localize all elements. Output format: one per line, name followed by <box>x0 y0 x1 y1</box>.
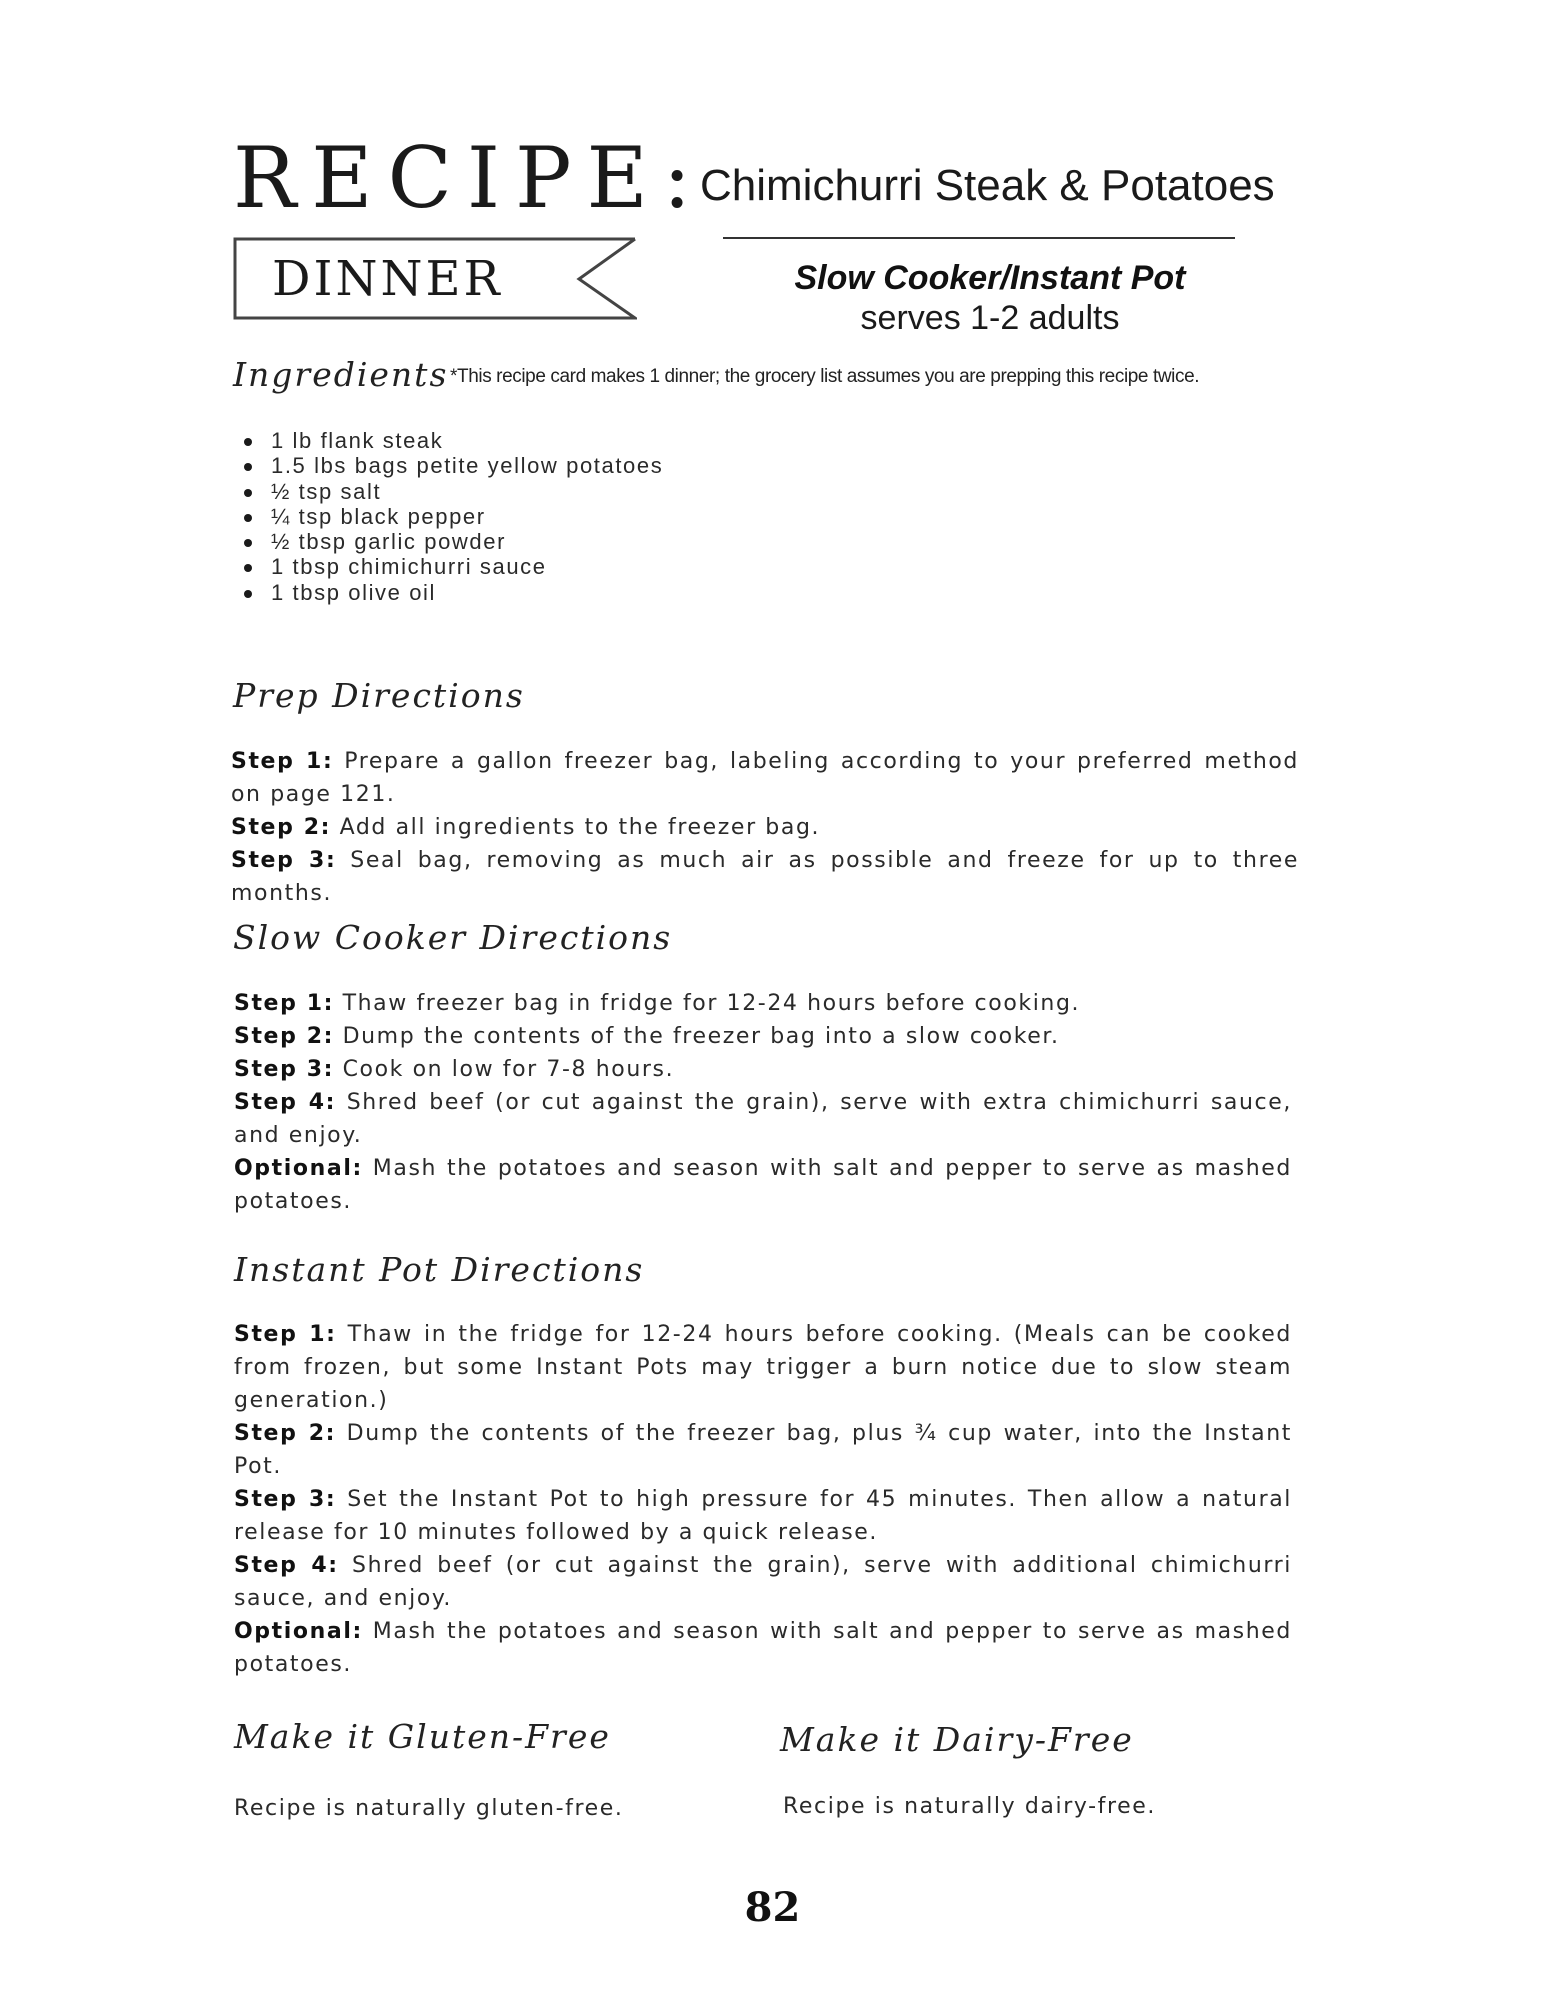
ingredient-text: 1 lb flank steak <box>271 428 444 453</box>
title-divider <box>723 237 1235 239</box>
gluten-free-heading: Make it Gluten-Free <box>234 1717 611 1756</box>
ingredient-item <box>233 504 663 529</box>
step-label: Step 3: <box>231 848 337 873</box>
bullet-icon <box>244 539 252 547</box>
slow-cooker-heading: Slow Cooker Directions <box>233 918 673 957</box>
ingredient-text: 1 tbsp chimichurri sauce <box>271 554 547 580</box>
step-label: Optional: <box>234 1619 363 1644</box>
direction-step <box>234 1417 1292 1483</box>
direction-step <box>231 811 1299 844</box>
bullet-icon <box>244 590 252 598</box>
prep-steps <box>231 745 1299 910</box>
bullet-icon <box>244 438 252 446</box>
ingredient-text: ½ tsp salt <box>271 478 382 504</box>
ingredient-list <box>233 428 663 605</box>
category-label: DINNER <box>272 251 503 307</box>
ingredient-item <box>233 453 663 478</box>
prep-directions-heading: Prep Directions <box>233 676 525 715</box>
ingredient-item <box>233 580 663 605</box>
step-label: Step 1: <box>234 991 334 1016</box>
bullet-icon <box>244 463 252 471</box>
step-label: Step 2: <box>234 1024 334 1049</box>
bullet-icon <box>244 514 252 522</box>
direction-step <box>234 1053 1292 1086</box>
direction-step <box>234 1318 1292 1417</box>
ingredient-item <box>233 529 663 554</box>
ingredients-note: *This recipe card makes 1 dinner; the grocery list assumes you are prepping this recipe twice. <box>450 366 1200 387</box>
page-number: 82 <box>744 1884 801 1931</box>
serving-size: serves 1-2 adults <box>860 299 1120 337</box>
ingredient-text: 1.5 lbs bags petite yellow potatoes <box>271 453 664 479</box>
direction-step <box>234 987 1292 1020</box>
direction-step <box>234 1483 1292 1549</box>
instant-pot-steps <box>234 1318 1292 1681</box>
step-text: Shred beef (or cut against the grain), serve with additional chimichurri sauce, and enjoy. <box>234 1553 1292 1611</box>
ingredient-item <box>233 554 663 579</box>
cooking-method: Slow Cooker/Instant Pot <box>794 259 1186 297</box>
step-label: Step 1: <box>231 749 334 774</box>
step-label: Step 2: <box>231 815 331 840</box>
step-text: Prepare a gallon freezer bag, labeling according to your preferred method on page 121. <box>231 749 1299 807</box>
ingredients-heading: Ingredients <box>233 355 449 394</box>
step-label: Step 3: <box>234 1057 334 1082</box>
step-label: Step 2: <box>234 1421 337 1446</box>
dairy-free-heading: Make it Dairy-Free <box>780 1720 1134 1759</box>
step-label: Step 4: <box>234 1090 337 1115</box>
direction-step <box>234 1549 1292 1615</box>
ingredient-text: ½ tbsp garlic powder <box>271 529 506 555</box>
step-text: Seal bag, removing as much air as possible and freeze for up to three months. <box>231 848 1299 906</box>
step-text: Dump the contents of the freezer bag, plus ¾ cup water, into the Instant Pot. <box>234 1421 1292 1479</box>
direction-step <box>234 1020 1292 1053</box>
direction-step <box>234 1615 1292 1681</box>
direction-step <box>231 745 1299 811</box>
direction-step <box>234 1086 1292 1152</box>
slow-cooker-steps <box>234 987 1292 1218</box>
step-text: Set the Instant Pot to high pressure for 45 minutes. Then allow a natural release for 10 minutes followed by a quick release. <box>234 1487 1293 1545</box>
ingredient-text: ¼ tsp black pepper <box>271 503 486 529</box>
bullet-icon <box>244 489 252 497</box>
step-text: Mash the potatoes and season with salt and pepper to serve as mashed potatoes. <box>234 1156 1292 1214</box>
ingredient-item <box>233 428 663 453</box>
step-text: Shred beef (or cut against the grain), serve with extra chimichurri sauce, and enjoy. <box>234 1090 1292 1148</box>
direction-step <box>231 844 1299 910</box>
direction-step <box>234 1152 1292 1218</box>
ingredient-item <box>233 479 663 504</box>
step-text: Thaw in the fridge for 12-24 hours before cooking. (Meals can be cooked from frozen, but some Instant Pots may trigger a burn notice due to slow steam generation.) <box>234 1322 1292 1413</box>
step-text: Dump the contents of the freezer bag into a slow cooker. <box>334 1024 1060 1049</box>
step-label: Step 3: <box>234 1487 337 1512</box>
recipe-title: RECIPE: <box>233 129 707 227</box>
step-label: Step 4: <box>234 1553 339 1578</box>
dairy-free-text: Recipe is naturally dairy-free. <box>783 1794 1157 1819</box>
ingredient-text: 1 tbsp olive oil <box>271 579 437 605</box>
step-text: Add all ingredients to the freezer bag. <box>331 815 821 840</box>
bullet-icon <box>244 564 252 572</box>
dish-name: Chimichurri Steak & Potatoes <box>700 161 1275 210</box>
step-text: Thaw freezer bag in fridge for 12-24 hours before cooking. <box>334 991 1081 1016</box>
gluten-free-text: Recipe is naturally gluten-free. <box>234 1796 624 1821</box>
step-label: Step 1: <box>234 1322 337 1347</box>
step-text: Mash the potatoes and season with salt and pepper to serve as mashed potatoes. <box>234 1619 1292 1677</box>
instant-pot-heading: Instant Pot Directions <box>234 1250 645 1289</box>
step-label: Optional: <box>234 1156 363 1181</box>
step-text: Cook on low for 7-8 hours. <box>334 1057 675 1082</box>
